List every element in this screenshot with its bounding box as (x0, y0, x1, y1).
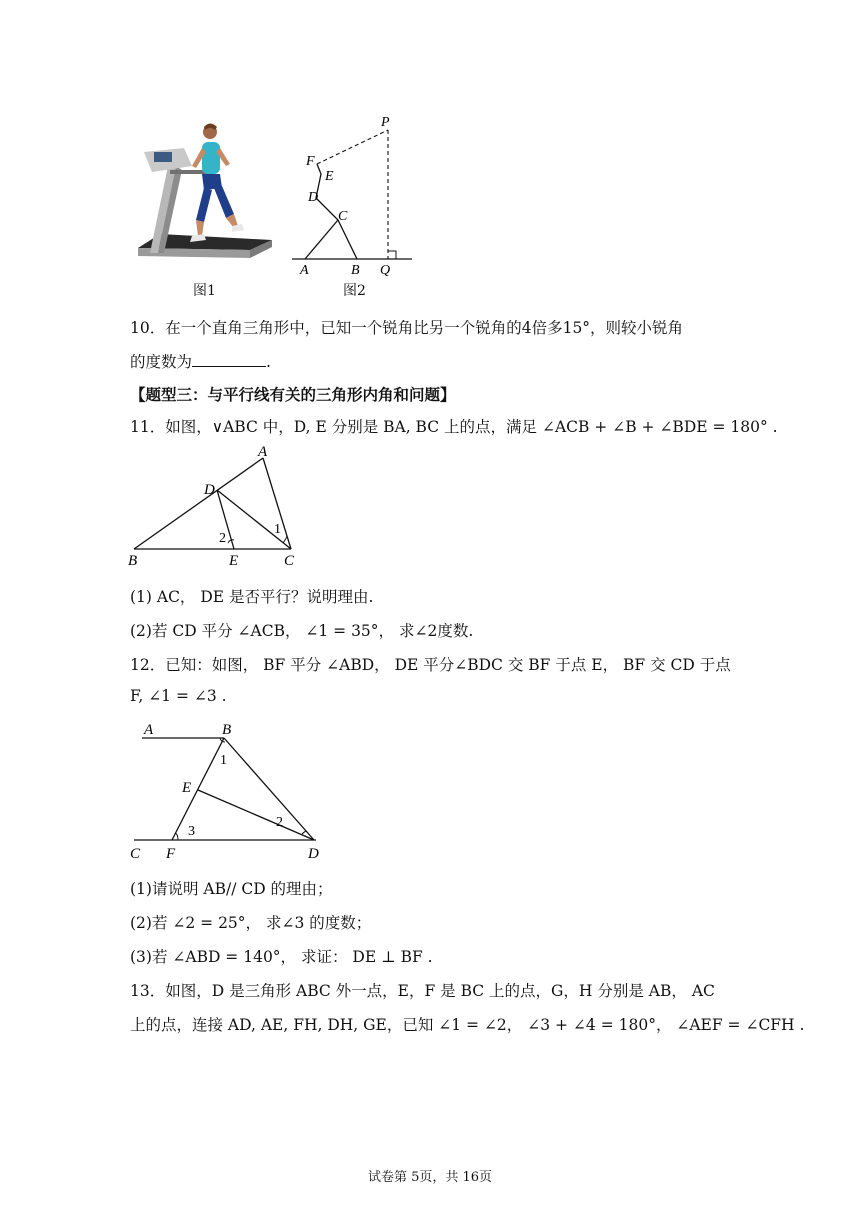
section3-heading: 【题型三：与平行线有关的三角形内角和问题】 (130, 386, 456, 404)
page-footer: 试卷第 5页，共 16页 (367, 1170, 493, 1185)
q11-line-ba (134, 458, 263, 549)
fig2-label-q: Q (380, 263, 391, 276)
fig2-diagram (288, 108, 428, 276)
treadmill-figure (130, 118, 280, 278)
q12-part3: (3)若 ∠ABD = 140°， 求证： DE ⊥ BF . (130, 948, 433, 966)
fig2-label-e: E (325, 169, 334, 184)
q11-label-b: B (128, 553, 138, 568)
q11-label-e: E (229, 553, 239, 568)
fig2-label-p: P (381, 115, 390, 130)
q13-line2: 上的点，连接 AD, AE, FH, DH, GE，已知 ∠1 = ∠2， ∠3 + ∠4 = 180°， ∠AEF = ∠CFH . (130, 1016, 805, 1034)
treadmill-runner-image (130, 118, 280, 278)
q12-part1: (1)请说明 AB// CD 的理由； (130, 880, 333, 898)
fig2-label-a: A (300, 263, 309, 276)
fig2-label-b: B (351, 263, 360, 276)
q11-angle-1: 1 (274, 522, 281, 537)
q12-line-bd (224, 738, 314, 840)
q10-line2 (130, 350, 271, 372)
q12-line2: F, ∠1 = ∠3 . (130, 687, 227, 705)
q12-label-c: C (130, 846, 141, 862)
q12-angle-1: 1 (220, 753, 227, 768)
q11-label-a: A (258, 446, 268, 460)
q11-line-dc (217, 490, 291, 549)
q11-figure (126, 446, 306, 568)
q10-answer-blank[interactable] (192, 352, 266, 367)
fig2-ac-line (305, 220, 338, 259)
q12-label-d: D (308, 846, 319, 862)
q12-label-f: F (166, 846, 176, 862)
fig2-label-f: F (306, 154, 315, 169)
fig1-caption: 图1 (193, 283, 216, 299)
q10-line2-suffix: . (266, 353, 271, 371)
q11-line1: 11．如图，∨ABC 中，D, E 分别是 BA, BC 上的点，满足 ∠ACB + ∠B + ∠BDE = 180° . (130, 418, 778, 436)
q10-line2-prefix: 的度数为 (130, 353, 193, 371)
q12-line1: 12．已知：如图， BF 平分 ∠ABD， DE 平分∠BDC 交 BF 于点 E， BF 交 CD 于点 (130, 656, 731, 674)
fig2-fp-dashed (317, 130, 388, 164)
q10-line1: 10．在一个直角三角形中，已知一个锐角比另一个锐角的4倍多15°，则较小锐角 (130, 319, 684, 337)
q12-angle-2: 2 (276, 815, 283, 830)
q12-line-bf (172, 738, 224, 840)
q12-label-e: E (182, 780, 192, 796)
q12-figure (126, 716, 336, 862)
q11-label-d: D (204, 482, 215, 498)
q12-label-b: B (222, 722, 232, 738)
fig2-handle-chain (316, 164, 357, 259)
q11-label-c: C (284, 553, 295, 568)
q12-part2: (2)若 ∠2 = 25°， 求∠3 的度数； (130, 914, 372, 932)
q13-line1: 13．如图，D 是三角形 ABC 外一点，E，F 是 BC 上的点，G，H 分别是 AB， AC (130, 982, 715, 1000)
q12-angle-3: 3 (188, 824, 195, 839)
q11-part1: (1) AC， DE 是否平行？说明理由. (130, 588, 374, 606)
q12-label-a: A (144, 722, 154, 738)
fig2-label-c: C (338, 209, 348, 224)
q11-part2: (2)若 CD 平分 ∠ACB， ∠1 = 35°， 求∠2度数. (130, 622, 474, 640)
fig2-label-d: D (308, 190, 319, 205)
q11-angle-2: 2 (219, 531, 226, 546)
fig2-caption: 图2 (343, 283, 366, 299)
q12-line-de (198, 790, 314, 840)
